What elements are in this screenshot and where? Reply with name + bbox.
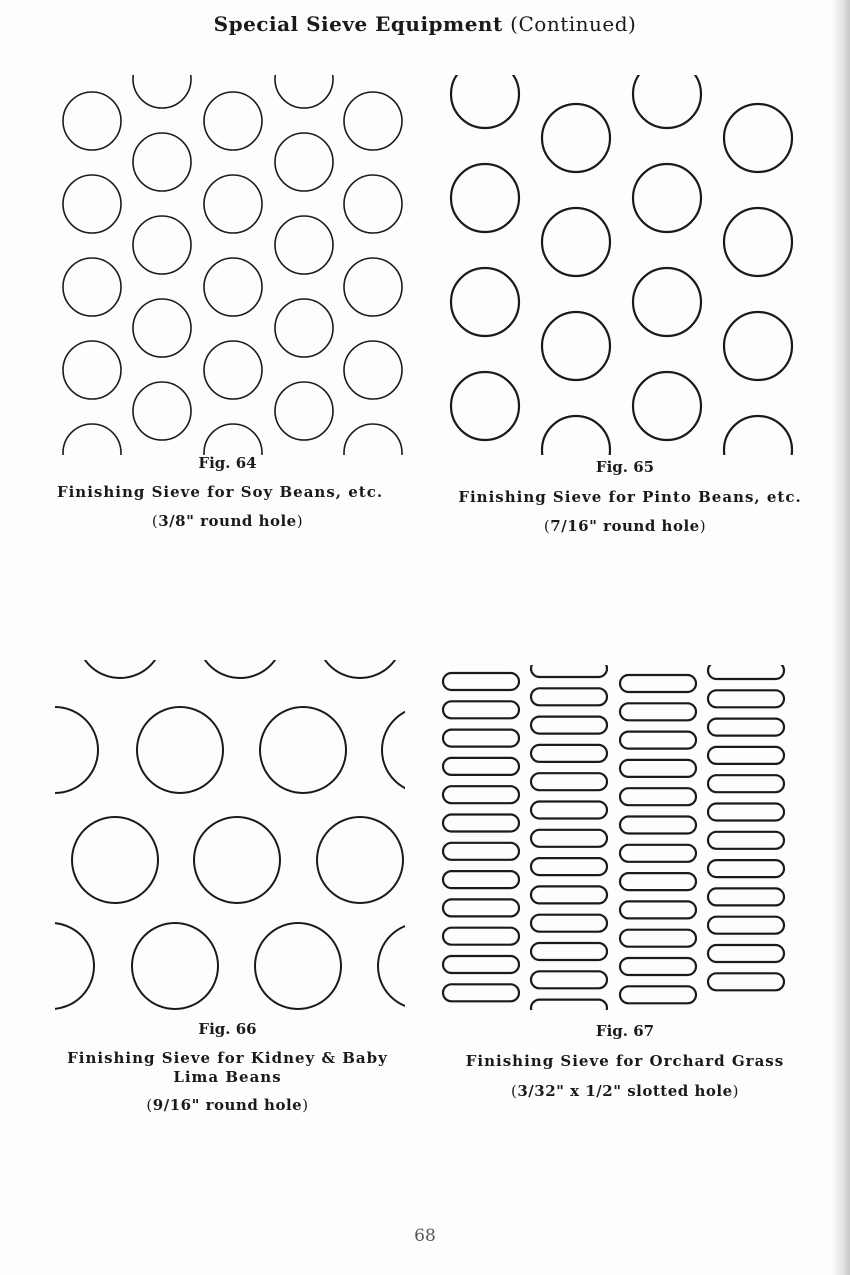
sieve-hole	[204, 92, 262, 150]
sieve-slot	[620, 930, 696, 947]
sieve-slot	[708, 888, 784, 905]
sieve-hole	[204, 175, 262, 233]
sieve-slot	[531, 745, 607, 762]
sieve-slot	[531, 858, 607, 875]
sieve-hole	[63, 424, 121, 455]
sieve-hole	[133, 382, 191, 440]
sieve-hole	[344, 341, 402, 399]
figure-caption-66: Finishing Sieve for Kidney & Baby Lima Beans	[67, 1049, 388, 1086]
sieve-hole	[451, 75, 519, 128]
sieve-slot	[708, 917, 784, 934]
sieve-hole	[724, 208, 792, 276]
sieve-slot	[443, 928, 519, 945]
sieve-hole	[55, 923, 94, 1009]
page-title	[0, 12, 850, 36]
sieve-slot	[531, 773, 607, 790]
sieve-hole	[275, 75, 333, 108]
sieve-hole	[633, 268, 701, 336]
sieve-hole	[724, 416, 792, 455]
sieve-hole	[133, 299, 191, 357]
sieve-hole	[633, 75, 701, 128]
sieve-slot	[708, 973, 784, 990]
sieve-hole	[63, 341, 121, 399]
sieve-slot	[620, 788, 696, 805]
page-edge-shadow	[832, 0, 850, 1275]
hole-size-64: (3/8" round hole)	[151, 512, 304, 530]
sieve-slot	[620, 986, 696, 1003]
sieve-slot	[531, 830, 607, 847]
sieve-hole	[77, 660, 163, 678]
sieve-pattern-round-medium	[445, 75, 805, 455]
sieve-hole	[275, 382, 333, 440]
sieve-slot	[708, 747, 784, 764]
sieve-slot	[443, 871, 519, 888]
sieve-hole	[55, 707, 98, 793]
sieve-hole	[63, 92, 121, 150]
sieve-hole	[724, 104, 792, 172]
sieve-hole	[344, 92, 402, 150]
sieve-hole	[275, 299, 333, 357]
sieve-slot	[531, 943, 607, 960]
sieve-hole	[255, 923, 341, 1009]
sieve-slot	[443, 899, 519, 916]
sieve-hole	[137, 707, 223, 793]
sieve-hole	[542, 312, 610, 380]
sieve-slot	[531, 971, 607, 988]
sieve-hole	[317, 660, 403, 678]
sieve-plate-fig-67	[440, 665, 800, 1010]
sieve-hole	[724, 312, 792, 380]
sieve-hole	[260, 707, 346, 793]
sieve-hole	[204, 258, 262, 316]
sieve-slot	[531, 1000, 607, 1010]
sieve-slot	[443, 843, 519, 860]
sieve-slot	[620, 901, 696, 918]
sieve-slot	[443, 701, 519, 718]
sieve-slot	[531, 717, 607, 734]
sieve-slot	[443, 956, 519, 973]
sieve-hole	[378, 923, 405, 1009]
sieve-slot	[443, 815, 519, 832]
sieve-slot	[531, 915, 607, 932]
sieve-hole	[133, 133, 191, 191]
sieve-slot	[708, 832, 784, 849]
hole-size-text-64: 3/8" round hole	[158, 512, 297, 530]
hole-size-66: (9/16" round hole)	[146, 1096, 309, 1114]
sieve-slot	[620, 760, 696, 777]
sieve-slot	[620, 675, 696, 692]
sieve-slot	[443, 730, 519, 747]
sieve-slot	[443, 786, 519, 803]
sieve-hole	[275, 216, 333, 274]
sieve-hole	[451, 268, 519, 336]
sieve-hole	[194, 817, 280, 903]
sieve-slot	[620, 732, 696, 749]
sieve-slot	[443, 673, 519, 690]
sieve-slot	[708, 719, 784, 736]
hole-size-65: (7/16" round hole)	[543, 517, 707, 535]
sieve-slot	[620, 845, 696, 862]
page-number: 68	[414, 1226, 436, 1246]
sieve-pattern-round-small	[55, 75, 415, 455]
sieve-slot	[443, 984, 519, 1001]
figure-number-67: Fig. 67	[595, 1022, 655, 1040]
sieve-hole	[317, 817, 403, 903]
sieve-hole	[451, 372, 519, 440]
sieve-hole	[542, 208, 610, 276]
sieve-hole	[133, 75, 191, 108]
sieve-slot	[708, 665, 784, 679]
sieve-hole	[382, 707, 405, 793]
sieve-hole	[542, 416, 610, 455]
sieve-hole	[451, 164, 519, 232]
page-title-main: Special Sieve Equipment	[213, 12, 503, 36]
sieve-hole	[204, 424, 262, 455]
sieve-hole	[344, 424, 402, 455]
sieve-hole	[63, 175, 121, 233]
sieve-slot	[708, 860, 784, 877]
sieve-slot	[531, 802, 607, 819]
figure-number-65: Fig. 65	[595, 458, 655, 476]
sieve-slot	[620, 703, 696, 720]
sieve-hole	[633, 372, 701, 440]
figure-number-64: Fig. 64	[198, 454, 257, 472]
sieve-slot	[531, 886, 607, 903]
hole-size-text-65: 7/16" round hole	[550, 517, 700, 535]
sieve-slot	[708, 945, 784, 962]
figure-caption-64: Finishing Sieve for Soy Beans, etc.	[56, 483, 384, 501]
sieve-hole	[133, 216, 191, 274]
sieve-slot	[531, 665, 607, 677]
page-title-continued: (Continued)	[510, 12, 637, 36]
sieve-slot	[531, 688, 607, 705]
sieve-hole	[275, 133, 333, 191]
figure-caption-65: Finishing Sieve for Pinto Beans, etc.	[458, 488, 802, 506]
sieve-slot	[708, 804, 784, 821]
sieve-plate-fig-66	[55, 660, 405, 1010]
sieve-hole	[344, 258, 402, 316]
sieve-hole	[204, 341, 262, 399]
sieve-hole	[542, 104, 610, 172]
sieve-hole	[197, 660, 283, 678]
sieve-slot	[708, 775, 784, 792]
sieve-hole	[63, 258, 121, 316]
sieve-hole	[132, 923, 218, 1009]
sieve-plate-fig-64	[55, 75, 415, 455]
hole-size-text-67: 3/32" x 1/2" slotted hole	[517, 1082, 733, 1100]
hole-size-67: (3/32" x 1/2" slotted hole)	[510, 1082, 739, 1100]
sieve-pattern-slotted	[440, 665, 800, 1010]
figure-caption-67: Finishing Sieve for Orchard Grass	[465, 1052, 785, 1070]
sieve-slot	[443, 758, 519, 775]
sieve-slot	[620, 873, 696, 890]
sieve-slot	[620, 958, 696, 975]
sieve-hole	[72, 817, 158, 903]
sieve-slot	[708, 690, 784, 707]
sieve-hole	[633, 164, 701, 232]
figure-number-66: Fig. 66	[198, 1020, 257, 1038]
sieve-pattern-round-large	[55, 660, 405, 1010]
sieve-hole	[344, 175, 402, 233]
sieve-plate-fig-65	[445, 75, 805, 455]
sieve-slot	[620, 817, 696, 834]
hole-size-text-66: 9/16" round hole	[152, 1096, 303, 1114]
